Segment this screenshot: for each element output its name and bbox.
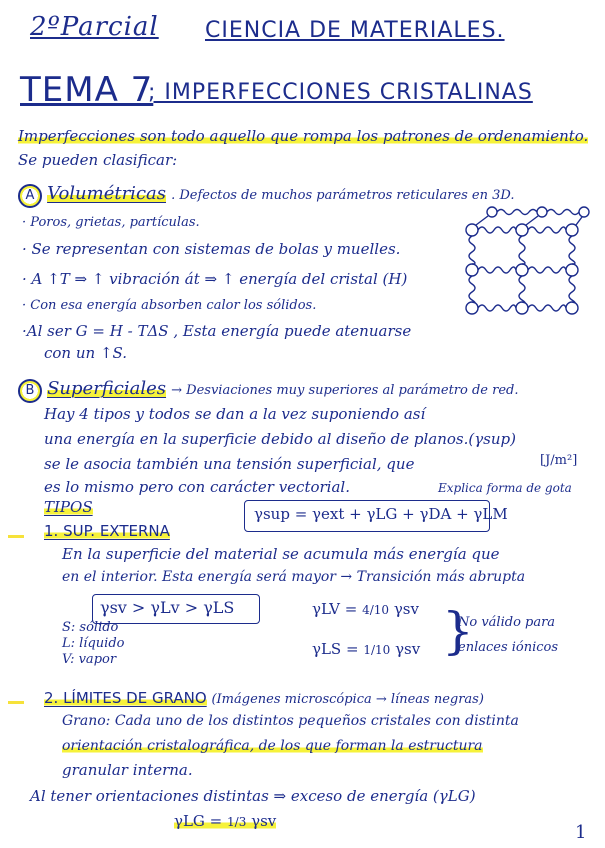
tipo-2-marker	[8, 701, 24, 704]
gamma-sup-formula: γsup = γext + γLG + γDA + γLM	[254, 505, 508, 523]
eq-lv-right: γsv	[393, 600, 419, 618]
tipo-2-line-1: Grano: Cada uno de los distintos pequeños cristales con distinta	[62, 713, 519, 729]
section-a-bullet-3: · A ↑T ⇒ ↑ vibración át ⇒ ↑ energía del cristal (H)	[22, 270, 408, 288]
legend-solido: S: sólido	[62, 620, 119, 635]
section-b-line-1: Hay 4 tipos y todos se dan a la vez suponiendo así	[44, 405, 426, 423]
tipo-2-line-2-text: orientación cristalográfica, de los que forman la estructura	[62, 738, 483, 754]
note-enlaces: enlaces iónicos	[458, 640, 559, 655]
eq-lv	[312, 600, 419, 618]
tipo-1-marker	[8, 535, 24, 538]
eq-lg-frac: 1/3	[227, 815, 247, 829]
tipo-2-aside: (Imágenes microscópica → líneas negras)	[211, 692, 484, 707]
section-a-desc: . Defectos de muchos parámetros reticulares en 3D.	[171, 188, 515, 203]
tipo-2-line-2	[62, 738, 483, 754]
section-a-title: Volumétricas	[47, 183, 166, 204]
page-number: 1	[575, 822, 587, 843]
section-a-bullet-6: con un ↑S.	[44, 344, 128, 362]
section-b-line-3: se le asocia también una tensión superficial, que	[44, 455, 415, 473]
brace: }	[442, 602, 474, 660]
eq-lg	[174, 812, 276, 830]
section-a-badge: A	[18, 184, 42, 208]
eq-lg-left: γLG =	[174, 812, 223, 830]
tipo-1-line-2: en el interior. Esta energía será mayor → Transición más abrupta	[62, 569, 526, 585]
section-b-line-4: es lo mismo pero con carácter vectorial.	[44, 478, 350, 496]
gamma-inequality: γsv > γLv > γLS	[100, 598, 235, 617]
tema-title: ; IMPERFECCIONES CRISTALINAS	[148, 80, 533, 105]
tipo-1-title-text: 1. SUP. EXTERNA	[44, 522, 170, 540]
section-b-note: Explica forma de gota	[438, 481, 572, 495]
section-b-desc: → Desviaciones muy superiores al parámetro de red.	[171, 383, 519, 398]
section-a-bullet-4: · Con esa energía absorben calor los sólidos.	[22, 298, 317, 313]
course-title: CIENCIA DE MATERIALES.	[205, 18, 505, 43]
eq-ls-right: γsv	[395, 640, 421, 658]
legend-liquido: L: líquido	[62, 636, 125, 651]
eq-lv-left: γLV =	[312, 600, 358, 618]
section-b-heading	[18, 378, 518, 403]
note-no-valido: No válido para	[458, 615, 556, 630]
tipo-1-line-1: En la superficie del material se acumula más energía que	[62, 545, 500, 563]
intro-line-2: Se pueden clasificar:	[18, 151, 178, 169]
eq-ls-frac: 1/10	[363, 643, 391, 657]
tipo-1-title	[44, 522, 170, 540]
section-b-badge: B	[18, 379, 42, 403]
balls-springs-lattice-diagram	[452, 200, 592, 320]
section-b-unit: [J/m²]	[540, 453, 578, 468]
section-a-bullet-5: ·Al ser G = H - TΔS , Esta energía puede atenuarse	[22, 322, 412, 340]
eq-lg-highlight	[174, 812, 276, 830]
tipo-2-line-3: granular interna.	[62, 761, 193, 779]
eq-lv-frac: 4/10	[362, 603, 390, 617]
section-b-line-2: una energía en la superficie debido al diseño de planos.(γsup)	[44, 430, 516, 448]
section-a-bullet-1: · Poros, grietas, partículas.	[22, 215, 200, 230]
section-a-bullet-2: · Se representan con sistemas de bolas y muelles.	[22, 240, 401, 258]
section-b-title: Superficiales	[47, 378, 167, 399]
intro-line-1	[18, 127, 588, 145]
tipo-2-title	[44, 689, 484, 707]
eq-lg-right: γsv	[251, 812, 277, 830]
tipos-text: TIPOS	[44, 498, 93, 516]
parcial-label: 2ºParcial	[30, 12, 159, 42]
legend-vapor: V: vapor	[62, 652, 117, 667]
tema-number: TEMA 7	[20, 70, 154, 110]
tipo-2-title-text: 2. LÍMITES DE GRANO	[44, 689, 207, 707]
intro-text: Imperfecciones son todo aquello que rompa los patrones de ordenamiento.	[18, 127, 589, 145]
eq-ls	[312, 640, 420, 658]
tipo-2-line-4: Al tener orientaciones distintas ⇒ exceso de energía (γLG)	[30, 787, 476, 805]
tipos-label	[44, 498, 93, 516]
eq-ls-left: γLS =	[312, 640, 359, 658]
section-a-heading	[18, 183, 515, 208]
